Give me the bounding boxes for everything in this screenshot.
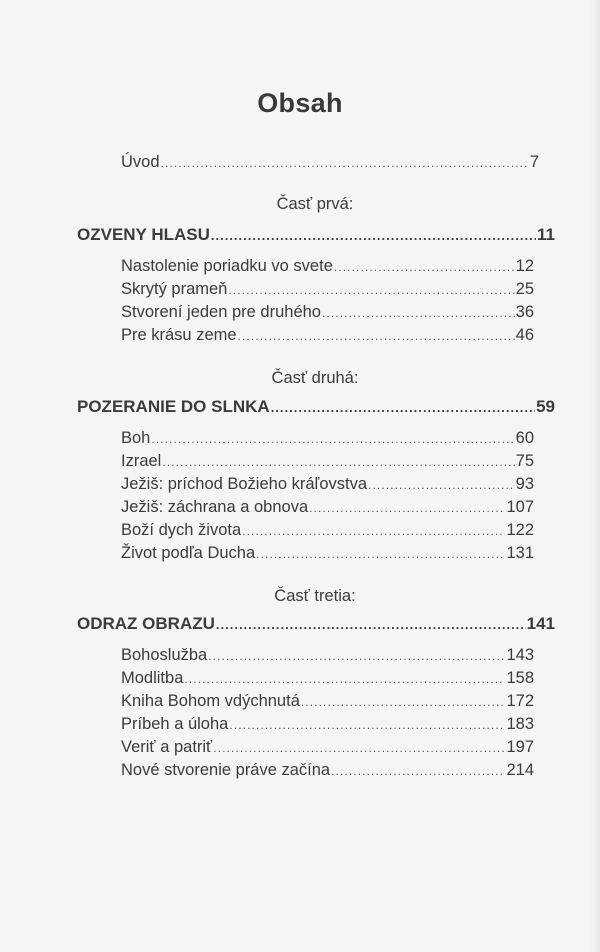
toc-part-page: 59 bbox=[536, 397, 555, 416]
dot-leader bbox=[368, 474, 515, 496]
dot-leader bbox=[238, 325, 515, 347]
toc-chapter-entry[interactable] bbox=[121, 496, 534, 519]
toc-chapter-entry[interactable] bbox=[121, 278, 534, 301]
dot-leader bbox=[184, 668, 505, 690]
dot-leader bbox=[229, 714, 505, 736]
toc-entry-page: 131 bbox=[506, 544, 534, 562]
toc-entry-label: Nastolenie poriadku vo svete bbox=[121, 257, 333, 275]
dot-leader bbox=[161, 152, 529, 174]
toc-entry-label: Kniha Bohom vdýchnutá bbox=[121, 692, 300, 710]
toc-entry-page: 7 bbox=[529, 153, 539, 171]
toc-entry-page: 197 bbox=[506, 738, 534, 756]
toc-entry-page: 143 bbox=[506, 646, 534, 664]
toc-entry-page: 36 bbox=[515, 303, 534, 321]
toc-entry-label: Izrael bbox=[121, 452, 162, 470]
toc-chapter-entry[interactable] bbox=[121, 713, 534, 736]
toc-entry-label: Nové stvorenie práve začína bbox=[121, 761, 331, 779]
dot-leader bbox=[271, 397, 535, 419]
toc-chapter-entry[interactable] bbox=[121, 473, 534, 496]
toc-entry-label: Ježiš: záchrana a obnova bbox=[121, 498, 309, 516]
toc-part-page: 141 bbox=[526, 614, 555, 633]
toc-entry-page: 12 bbox=[515, 257, 534, 275]
toc-part-page: 11 bbox=[537, 225, 555, 244]
toc-entry-page: 183 bbox=[506, 715, 534, 733]
page-edge bbox=[590, 0, 600, 952]
toc-chapter-entry[interactable] bbox=[121, 519, 534, 542]
dot-leader bbox=[213, 737, 505, 759]
dot-leader bbox=[309, 497, 505, 519]
dot-leader bbox=[301, 691, 506, 713]
page-title: Obsah bbox=[257, 88, 343, 118]
toc-entry-label: Bohoslužba bbox=[121, 646, 208, 664]
toc-entry-page: 25 bbox=[515, 280, 534, 298]
toc-entry-page: 60 bbox=[515, 429, 534, 447]
toc-chapter-entry[interactable] bbox=[121, 690, 534, 713]
toc-chapter-entry[interactable] bbox=[121, 644, 534, 667]
part-heading: Časť tretia: bbox=[274, 587, 356, 605]
dot-leader bbox=[228, 279, 514, 301]
toc-entry-page: 46 bbox=[515, 326, 534, 344]
toc-part-entry[interactable] bbox=[77, 396, 555, 419]
toc-entry-page: 214 bbox=[506, 761, 534, 779]
toc-part-title: OZVENY HLASU bbox=[77, 225, 210, 244]
toc-part-entry[interactable] bbox=[77, 613, 555, 636]
dot-leader bbox=[162, 451, 514, 473]
toc-chapter-entry[interactable] bbox=[121, 736, 534, 759]
toc-entry-page: 158 bbox=[506, 669, 534, 687]
toc-part-entry[interactable] bbox=[77, 224, 555, 247]
toc-entry-label: Veriť a patriť bbox=[121, 738, 213, 756]
dot-leader bbox=[256, 543, 505, 565]
toc-chapter-entry[interactable] bbox=[121, 427, 534, 450]
dot-leader bbox=[334, 256, 515, 278]
toc-chapter-entry[interactable] bbox=[121, 255, 534, 278]
toc-chapter-entry[interactable] bbox=[121, 450, 534, 473]
toc-entry-label: Modlitba bbox=[121, 669, 184, 687]
dot-leader bbox=[208, 645, 505, 667]
toc-entry-label: Skrytý prameň bbox=[121, 280, 228, 298]
toc-entry-page: 107 bbox=[506, 498, 534, 516]
dot-leader bbox=[151, 428, 514, 450]
dot-leader bbox=[322, 302, 515, 324]
toc-entry-label: Úvod bbox=[121, 153, 160, 171]
dot-leader bbox=[216, 614, 526, 636]
toc-entry-page: 75 bbox=[515, 452, 534, 470]
toc-part-title: ODRAZ OBRAZU bbox=[77, 614, 215, 633]
toc-entry-label: Boh bbox=[121, 429, 151, 447]
toc-chapter-entry[interactable] bbox=[121, 759, 534, 782]
dot-leader bbox=[242, 520, 505, 542]
toc-entry-label: Boží dych života bbox=[121, 521, 242, 539]
toc-chapter-entry[interactable] bbox=[121, 324, 534, 347]
toc-entry-label: Život podľa Ducha bbox=[121, 544, 256, 562]
toc-entry-page: 93 bbox=[515, 475, 534, 493]
toc-chapter-entry[interactable] bbox=[121, 667, 534, 690]
toc-chapter-entry[interactable] bbox=[121, 542, 534, 565]
toc-entry-label: Pre krásu zeme bbox=[121, 326, 237, 344]
dot-leader bbox=[331, 760, 505, 782]
toc-entry-page: 172 bbox=[506, 692, 534, 710]
toc-part-title: POZERANIE DO SLNKA bbox=[77, 397, 270, 416]
toc-entry-label: Príbeh a úloha bbox=[121, 715, 229, 733]
toc-chapter-entry[interactable] bbox=[121, 301, 534, 324]
dot-leader bbox=[211, 225, 536, 247]
toc-entry-label: Stvorení jeden pre druhého bbox=[121, 303, 321, 321]
part-heading: Časť prvá: bbox=[276, 195, 354, 213]
toc-entry-page: 122 bbox=[506, 521, 534, 539]
part-heading: Časť druhá: bbox=[271, 369, 359, 387]
toc-entry-intro[interactable] bbox=[121, 151, 539, 174]
toc-entry-label: Ježiš: príchod Božieho kráľovstva bbox=[121, 475, 368, 493]
